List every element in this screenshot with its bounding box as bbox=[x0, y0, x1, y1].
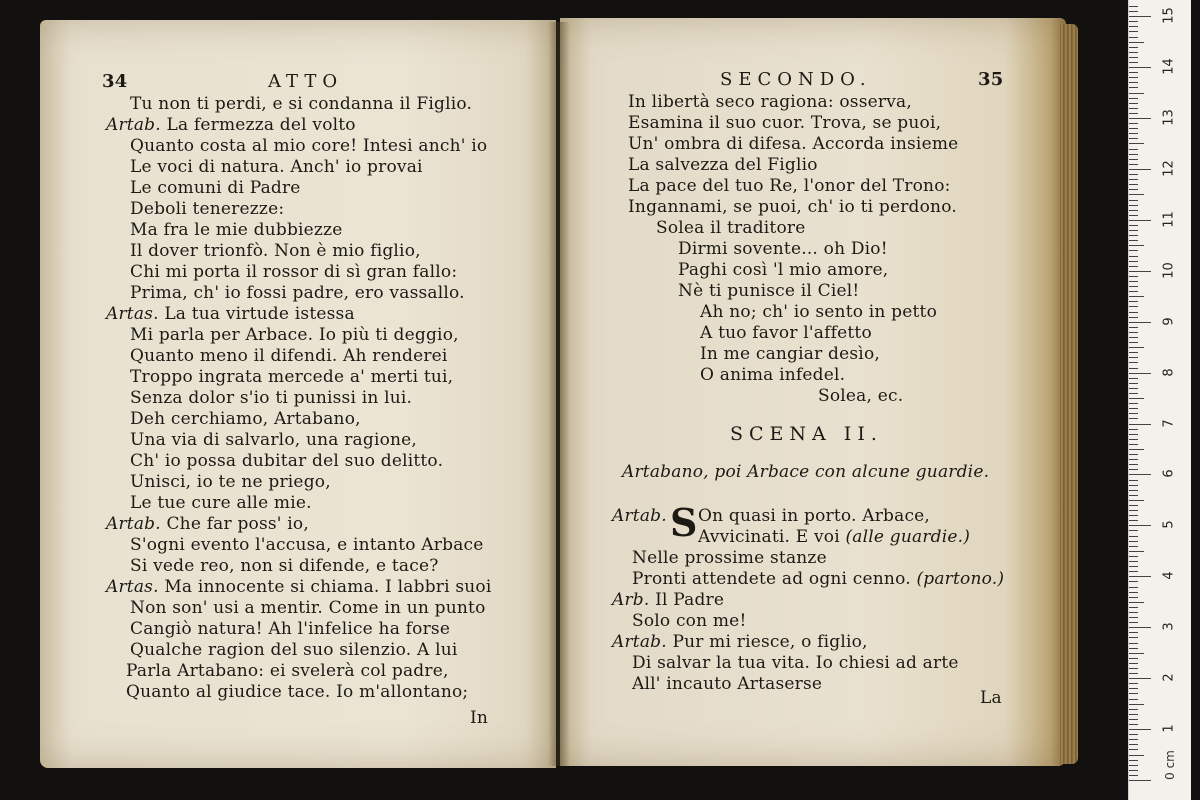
ruler-tick bbox=[1129, 485, 1138, 486]
ruler-tick bbox=[1129, 82, 1138, 83]
text-line: Tu non ti perdi, e si condanna il Figlio. bbox=[130, 94, 473, 114]
ruler-tick bbox=[1129, 587, 1138, 588]
running-head: ATTO bbox=[268, 71, 344, 92]
text-line: A tuo favor l'affetto bbox=[700, 323, 872, 343]
text-line: Paghi così 'l mio amore, bbox=[678, 260, 889, 280]
ruler-tick bbox=[1129, 627, 1151, 628]
ruler-tick bbox=[1129, 439, 1138, 440]
text-line: Quanto al giudice tace. Io m'allontano; bbox=[126, 682, 469, 702]
ruler-tick bbox=[1129, 556, 1138, 557]
ruler-number: 10 bbox=[1161, 262, 1177, 279]
ruler-tick bbox=[1129, 744, 1138, 745]
ruler-tick bbox=[1129, 581, 1138, 582]
ruler-tick bbox=[1129, 500, 1144, 501]
ruler-tick bbox=[1129, 240, 1138, 241]
ruler-tick bbox=[1129, 87, 1138, 88]
ruler-tick bbox=[1129, 26, 1138, 27]
ruler-tick bbox=[1129, 505, 1138, 506]
ruler-tick bbox=[1129, 480, 1138, 481]
ruler-number: 15 bbox=[1161, 7, 1177, 24]
ruler-tick bbox=[1129, 332, 1138, 333]
ruler-tick bbox=[1129, 373, 1151, 374]
ruler-tick bbox=[1129, 780, 1151, 781]
ruler-tick bbox=[1129, 612, 1138, 613]
ruler-tick bbox=[1129, 189, 1138, 190]
ruler-number: 14 bbox=[1161, 58, 1177, 75]
ruler-tick bbox=[1129, 571, 1138, 572]
ruler-tick bbox=[1129, 490, 1138, 491]
text-line: Artab. Pur mi riesce, o figlio, bbox=[612, 632, 868, 652]
ruler-tick bbox=[1129, 770, 1138, 771]
ruler-tick bbox=[1129, 77, 1138, 78]
ruler-tick bbox=[1129, 760, 1138, 761]
text-line: Una via di salvarlo, una ragione, bbox=[130, 430, 418, 450]
ruler-tick bbox=[1129, 128, 1138, 129]
ruler-tick bbox=[1129, 52, 1138, 53]
text-line: Le tue cure alle mie. bbox=[130, 493, 312, 513]
speaker-label: Artas. bbox=[106, 304, 159, 324]
ruler-number: 7 bbox=[1161, 418, 1177, 428]
ruler-tick bbox=[1129, 576, 1151, 577]
ruler-tick bbox=[1129, 388, 1138, 389]
text-line: Solo con me! bbox=[632, 611, 747, 631]
ruler-tick bbox=[1129, 775, 1138, 776]
ruler-tick bbox=[1129, 103, 1138, 104]
ruler-tick bbox=[1129, 286, 1138, 287]
speaker-label: Artab. bbox=[106, 514, 161, 534]
text-line: Le comuni di Padre bbox=[130, 178, 301, 198]
ruler-tick bbox=[1129, 250, 1138, 251]
ruler-tick bbox=[1129, 179, 1138, 180]
text-line: Qualche ragion del suo silenzio. A lui bbox=[130, 640, 458, 660]
text-line: Artas. Ma innocente si chiama. I labbri suoi bbox=[106, 577, 492, 597]
ruler-tick bbox=[1129, 688, 1138, 689]
ruler-tick bbox=[1129, 164, 1138, 165]
ruler-tick bbox=[1129, 235, 1138, 236]
text-line: Si vede reo, non si difende, e tace? bbox=[130, 556, 439, 576]
text-line: Avvicinati. E voi (alle guardie.) bbox=[698, 527, 971, 547]
ruler-tick bbox=[1129, 194, 1144, 195]
text-line: Cangiò natura! Ah l'infelice ha forse bbox=[130, 619, 451, 639]
ruler-tick bbox=[1129, 200, 1138, 201]
ruler-tick bbox=[1129, 561, 1138, 562]
ruler-tick bbox=[1129, 734, 1138, 735]
ruler-tick bbox=[1129, 520, 1138, 521]
ruler-tick bbox=[1129, 210, 1138, 211]
ruler-tick bbox=[1129, 653, 1144, 654]
ruler-tick bbox=[1129, 296, 1144, 297]
text-line: In me cangiar desìo, bbox=[700, 344, 880, 364]
text-line: All' incauto Artaserse bbox=[632, 674, 823, 694]
ruler-tick bbox=[1129, 368, 1138, 369]
text-line: Pronti attendete ad ogni cenno. (partono.) bbox=[632, 569, 1005, 589]
ruler-tick bbox=[1129, 47, 1138, 48]
measuring-ruler bbox=[1128, 0, 1191, 800]
ruler-tick bbox=[1129, 678, 1151, 679]
ruler-tick bbox=[1129, 566, 1138, 567]
ruler-tick bbox=[1129, 709, 1138, 710]
ruler-tick bbox=[1129, 378, 1138, 379]
ruler-tick bbox=[1129, 530, 1138, 531]
text-line: Artas. La tua virtude istessa bbox=[106, 304, 355, 324]
ruler-tick bbox=[1129, 118, 1151, 119]
ruler-tick bbox=[1129, 729, 1151, 730]
ruler-tick bbox=[1129, 317, 1138, 318]
running-head: SECONDO. bbox=[720, 69, 872, 90]
ruler-tick bbox=[1129, 266, 1138, 267]
text-line: Unisci, io te ne priego, bbox=[130, 472, 331, 492]
ruler-tick bbox=[1129, 138, 1138, 139]
ruler-tick bbox=[1129, 220, 1151, 221]
ruler-tick bbox=[1129, 347, 1144, 348]
text-line: Le voci di natura. Anch' io provai bbox=[130, 157, 423, 177]
speaker-label: Artas. bbox=[106, 577, 159, 597]
ruler-tick bbox=[1129, 683, 1138, 684]
ruler-tick bbox=[1129, 643, 1138, 644]
ruler-tick bbox=[1129, 617, 1138, 618]
ruler-tick bbox=[1129, 454, 1138, 455]
ruler-number: 3 bbox=[1161, 622, 1177, 631]
ruler-tick bbox=[1129, 159, 1138, 160]
ruler-tick bbox=[1129, 699, 1138, 700]
ruler-tick bbox=[1129, 765, 1138, 766]
ruler-tick bbox=[1129, 31, 1138, 32]
ruler-number: 2 bbox=[1161, 673, 1177, 682]
ruler-tick bbox=[1129, 714, 1138, 715]
page-number: 34 bbox=[102, 71, 128, 92]
ruler-tick bbox=[1129, 663, 1138, 664]
ruler-tick bbox=[1129, 98, 1138, 99]
ruler-tick bbox=[1129, 607, 1138, 608]
ruler-tick bbox=[1129, 154, 1138, 155]
ruler-tick bbox=[1129, 301, 1138, 302]
ruler-tick bbox=[1129, 444, 1138, 445]
ruler-tick bbox=[1129, 57, 1138, 58]
ruler-tick bbox=[1129, 16, 1151, 17]
ruler-tick bbox=[1129, 429, 1138, 430]
ruler-tick bbox=[1129, 525, 1151, 526]
ruler-tick bbox=[1129, 515, 1138, 516]
text-line: Prima, ch' io fossi padre, ero vassallo. bbox=[130, 283, 465, 303]
ruler-tick bbox=[1129, 648, 1138, 649]
ruler-tick bbox=[1129, 536, 1138, 537]
ruler-tick bbox=[1129, 133, 1138, 134]
ruler-tick bbox=[1129, 230, 1138, 231]
page-number: 35 bbox=[978, 69, 1004, 90]
text-line: Mi parla per Arbace. Io più ti deggio, bbox=[130, 325, 459, 345]
ruler-tick bbox=[1129, 143, 1144, 144]
ruler-tick bbox=[1129, 637, 1138, 638]
text-line: Quanto meno il difendi. Ah renderei bbox=[130, 346, 448, 366]
ruler-number: 13 bbox=[1161, 109, 1177, 126]
speaker-label: Artab. bbox=[612, 632, 667, 652]
ruler-tick bbox=[1129, 11, 1138, 12]
ruler-tick bbox=[1129, 67, 1151, 68]
book-gutter bbox=[548, 22, 570, 766]
stage-direction: Artabano, poi Arbace con alcune guardie. bbox=[622, 462, 990, 482]
ruler-tick bbox=[1129, 704, 1144, 705]
ruler-tick bbox=[1129, 42, 1144, 43]
catchword: La bbox=[980, 688, 1002, 708]
text-line: La salvezza del Figlio bbox=[628, 155, 818, 175]
ruler-tick bbox=[1129, 337, 1138, 338]
text-line: Ingannami, se puoi, ch' io ti perdono. bbox=[628, 197, 957, 217]
ruler-number: 6 bbox=[1161, 469, 1177, 479]
ruler-tick bbox=[1129, 6, 1138, 7]
text-line: Di salvar la tua vita. Io chiesi ad arte bbox=[632, 653, 959, 673]
text-line: O anima infedel. bbox=[700, 365, 846, 385]
ruler-tick bbox=[1129, 327, 1138, 328]
page-edges bbox=[1060, 24, 1078, 764]
speaker-label: Artab. bbox=[106, 115, 161, 135]
ruler-tick bbox=[1129, 393, 1138, 394]
ruler-tick bbox=[1129, 449, 1144, 450]
text-line: Artab. Che far poss' io, bbox=[106, 514, 309, 534]
text-line: Il dover trionfò. Non è mio figlio, bbox=[130, 241, 421, 261]
ruler-tick bbox=[1129, 256, 1138, 257]
ruler-number: 5 bbox=[1161, 520, 1177, 530]
drop-cap: S bbox=[670, 500, 698, 545]
ruler-tick bbox=[1129, 418, 1138, 419]
ruler-tick bbox=[1129, 474, 1151, 475]
ruler-tick bbox=[1129, 21, 1138, 22]
text-line: Un' ombra di difesa. Accorda insieme bbox=[628, 134, 959, 154]
ruler-tick bbox=[1129, 271, 1151, 272]
ruler-tick bbox=[1129, 362, 1138, 363]
text-line: Deboli tenerezze: bbox=[130, 199, 285, 219]
ruler-tick bbox=[1129, 541, 1138, 542]
ruler-tick bbox=[1129, 342, 1138, 343]
stage-aside: (alle guardie.) bbox=[845, 527, 971, 547]
text-line: Chi mi porta il rossor di sì gran fallo: bbox=[130, 262, 458, 282]
ruler-tick bbox=[1129, 225, 1138, 226]
ruler-tick bbox=[1129, 739, 1138, 740]
right-page bbox=[560, 18, 1066, 766]
ruler-tick bbox=[1129, 434, 1138, 435]
text-line: Esamina il suo cuor. Trova, se puoi, bbox=[628, 113, 942, 133]
ruler-tick bbox=[1129, 174, 1138, 175]
ruler-number: 9 bbox=[1161, 317, 1177, 326]
ruler-number: 12 bbox=[1161, 160, 1177, 177]
ruler-tick bbox=[1129, 281, 1138, 282]
text-line: On quasi in porto. Arbace, bbox=[698, 506, 931, 526]
ruler-number: 11 bbox=[1161, 211, 1177, 228]
ruler-tick bbox=[1129, 184, 1138, 185]
ruler-tick bbox=[1129, 276, 1138, 277]
scene-heading: SCENA II. bbox=[730, 423, 883, 445]
ruler-tick bbox=[1129, 495, 1138, 496]
text-line: Quanto costa al mio core! Intesi anch' io bbox=[130, 136, 488, 156]
ruler-tick bbox=[1129, 408, 1138, 409]
text-line: Ch' io possa dubitar del suo delitto. bbox=[130, 451, 444, 471]
text-line: Ma fra le mie dubbiezze bbox=[130, 220, 343, 240]
ruler-tick bbox=[1129, 383, 1138, 384]
ruler-tick bbox=[1129, 469, 1138, 470]
ruler-tick bbox=[1129, 602, 1144, 603]
ruler-tick bbox=[1129, 205, 1138, 206]
ruler-tick bbox=[1129, 551, 1144, 552]
ruler-tick bbox=[1129, 658, 1138, 659]
text-line: Artab. La fermezza del volto bbox=[106, 115, 356, 135]
text-line: Dirmi sovente... oh Dio! bbox=[678, 239, 888, 259]
speaker-label: Arb. bbox=[612, 590, 650, 610]
ruler-tick bbox=[1129, 357, 1138, 358]
text-line: Troppo ingrata mercede a' merti tui, bbox=[130, 367, 454, 387]
text-line: Deh cerchiamo, Artabano, bbox=[130, 409, 361, 429]
text-line: Non son' usi a mentir. Come in un punto bbox=[130, 598, 486, 618]
ruler-tick bbox=[1129, 322, 1151, 323]
ruler-tick bbox=[1129, 108, 1138, 109]
ruler-tick bbox=[1129, 123, 1138, 124]
speaker-label: Artab. bbox=[612, 506, 667, 526]
ruler-tick bbox=[1129, 37, 1138, 38]
ruler-unit-label: 0 cm bbox=[1162, 750, 1177, 780]
text-line: S'ogni evento l'accusa, e intanto Arbace bbox=[130, 535, 484, 555]
text-line: Parla Artabano: ei svelerà col padre, bbox=[126, 661, 449, 681]
ruler-tick bbox=[1129, 592, 1138, 593]
ruler-tick bbox=[1129, 464, 1138, 465]
ruler-tick bbox=[1129, 693, 1138, 694]
ruler-tick bbox=[1129, 749, 1138, 750]
ruler-tick bbox=[1129, 62, 1138, 63]
text-line bbox=[612, 506, 667, 526]
ruler-tick bbox=[1129, 291, 1138, 292]
ruler-tick bbox=[1129, 673, 1138, 674]
ruler-number: 8 bbox=[1161, 367, 1177, 377]
text-line: Arb. Il Padre bbox=[612, 590, 725, 610]
ruler-tick bbox=[1129, 719, 1138, 720]
text-line: Nelle prossime stanze bbox=[632, 548, 827, 568]
ruler-tick bbox=[1129, 215, 1138, 216]
ruler-tick bbox=[1129, 352, 1138, 353]
ruler-tick bbox=[1129, 413, 1138, 414]
left-page bbox=[40, 20, 556, 768]
ruler-number: 4 bbox=[1161, 571, 1177, 580]
ruler-tick bbox=[1129, 93, 1144, 94]
ruler-tick bbox=[1129, 510, 1138, 511]
ruler-tick bbox=[1129, 398, 1144, 399]
ruler-tick bbox=[1129, 424, 1151, 425]
text-line: Nè ti punisce il Ciel! bbox=[678, 281, 860, 301]
text-line: In libertà seco ragiona: osserva, bbox=[628, 92, 912, 112]
text-line: Ah no; ch' io sento in petto bbox=[700, 302, 938, 322]
ruler-tick bbox=[1129, 546, 1138, 547]
ruler-tick bbox=[1129, 724, 1138, 725]
ruler-tick bbox=[1129, 306, 1138, 307]
ruler-tick bbox=[1129, 169, 1151, 170]
ruler-tick bbox=[1129, 622, 1138, 623]
text-line: La pace del tuo Re, l'onor del Trono: bbox=[628, 176, 951, 196]
ruler-tick bbox=[1129, 113, 1138, 114]
stage-aside: (partono.) bbox=[916, 569, 1005, 589]
ruler-tick bbox=[1129, 72, 1138, 73]
catchword: In bbox=[470, 708, 489, 728]
ruler-tick bbox=[1129, 632, 1138, 633]
ruler-tick bbox=[1129, 245, 1144, 246]
ruler-number: 1 bbox=[1161, 724, 1177, 733]
ruler-tick bbox=[1129, 668, 1138, 669]
text-line: Solea, ec. bbox=[818, 386, 904, 406]
ruler-tick bbox=[1129, 755, 1144, 756]
text-line: Solea il traditore bbox=[656, 218, 806, 238]
ruler-tick bbox=[1129, 261, 1138, 262]
ruler-tick bbox=[1129, 149, 1138, 150]
ruler-tick bbox=[1129, 403, 1138, 404]
ruler-tick bbox=[1129, 312, 1138, 313]
text-line: Senza dolor s'io ti punissi in lui. bbox=[130, 388, 413, 408]
ruler-tick bbox=[1129, 597, 1138, 598]
ruler-tick bbox=[1129, 459, 1138, 460]
